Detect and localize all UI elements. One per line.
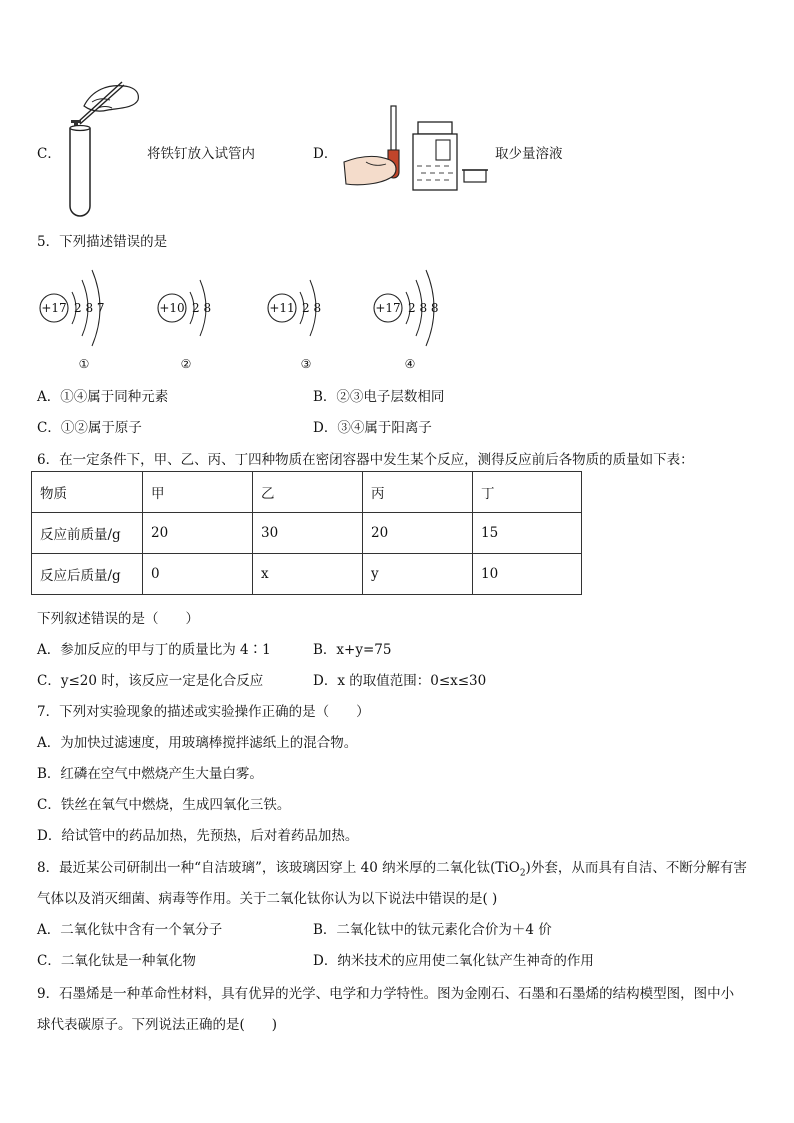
q5-option-d: D．③④属于阳离子 [313, 420, 432, 436]
table-row [32, 554, 582, 595]
q5-option-a: A．①④属于同种元素 [37, 389, 169, 405]
atom-4-nucleus: +17 [375, 301, 401, 315]
q8-stem-part1: 8．最近某公司研制出一种“自洁玻璃”，该玻璃因穿上 40 纳米厚的二氧化钛(TiO [37, 860, 520, 876]
atom-4-index: ④ [404, 357, 416, 371]
table-cell: 20 [143, 513, 253, 554]
atom-1-nucleus: +17 [41, 301, 67, 315]
test-tube-nail-illustration [62, 78, 142, 220]
table-cell: 10 [473, 554, 582, 595]
option-c-label: C． [37, 146, 61, 162]
q5-option-b: B．②③电子层数相同 [313, 389, 445, 405]
q7-option-c: C．铁丝在氧气中燃烧，生成四氧化三铁。 [37, 797, 291, 813]
atom-3-electrons: 2 8 [302, 301, 322, 315]
q9-stem-line2: 球代表碳原子。下列说法正确的是( ) [37, 1017, 278, 1033]
table-cell: 反应后质量/g [32, 554, 143, 595]
q6-question: 下列叙述错误的是（ ） [37, 611, 199, 627]
q7-stem: 7．下列对实验现象的描述或实验操作正确的是（ ） [37, 704, 370, 720]
q5-stem: 5．下列描述错误的是 [37, 234, 168, 250]
q6-option-d: D．x 的取值范围：0≤x≤30 [313, 673, 487, 689]
option-c-text: 将铁钉放入试管内 [147, 146, 255, 162]
dropper-bottle-illustration [340, 104, 492, 194]
q5-option-c: C．①②属于原子 [37, 420, 142, 436]
table-cell: 20 [363, 513, 473, 554]
q8-option-c: C．二氧化钛是一种氧化物 [37, 953, 196, 969]
option-d-text: 取少量溶液 [495, 146, 563, 162]
atom-diagram-3 [266, 260, 346, 371]
table-cell: 15 [473, 513, 582, 554]
q8-stem-part2: )外套，从而具有自洁、不断分解有害 [525, 860, 747, 876]
table-cell: 物质 [32, 472, 143, 513]
table-cell: 丁 [473, 472, 582, 513]
table-cell: 丙 [363, 472, 473, 513]
q8-stem-line1 [37, 856, 747, 879]
table-row [32, 513, 582, 554]
atom-3-index: ③ [300, 357, 312, 371]
q9-stem-line1: 9．石墨烯是一种革命性材料，具有优异的光学、电学和力学特性。图为金刚石、石墨和石墨烯的结构模型图，图中小 [37, 986, 735, 1002]
q6-option-b: B．x+y=75 [313, 642, 392, 658]
atom-2-nucleus: +10 [159, 301, 185, 315]
q6-option-a: A．参加反应的甲与丁的质量比为 4∶1 [37, 642, 271, 658]
table-header-row [32, 472, 582, 513]
q8-option-b: B．二氧化钛中的钛元素化合价为＋4 价 [313, 922, 552, 938]
table-cell: 甲 [143, 472, 253, 513]
atom-2-electrons: 2 8 [192, 301, 212, 315]
q8-option-d: D．纳米技术的应用使二氧化钛产生神奇的作用 [313, 953, 594, 969]
q6-stem: 6．在一定条件下，甲、乙、丙、丁四种物质在密闭容器中发生某个反应，测得反应前后各物质的质量如下表： [37, 452, 694, 468]
q7-option-b: B．红磷在空气中燃烧产生大量白雾。 [37, 766, 263, 782]
atom-1-electrons: 2 8 7 [74, 301, 105, 315]
q8-stem-line2: 气体以及消灭细菌、病毒等作用。关于二氧化钛你认为以下说法中错误的是( ) [37, 891, 498, 907]
atom-4-electrons: 2 8 8 [408, 301, 439, 315]
atom-diagram-4 [372, 260, 452, 371]
atom-2-index: ② [180, 357, 192, 371]
option-d-label: D． [313, 146, 338, 162]
q8-option-a: A．二氧化钛中含有一个氧分子 [37, 922, 223, 938]
table-cell: 0 [143, 554, 253, 595]
mass-table [31, 471, 582, 595]
table-cell: y [363, 554, 473, 595]
table-cell: 反应前质量/g [32, 513, 143, 554]
atom-diagram-1 [38, 260, 118, 371]
atom-1-index: ① [78, 357, 90, 371]
q8-stem-subscript: 2 [519, 868, 526, 879]
table-cell: x [253, 554, 363, 595]
atom-diagram-2 [156, 260, 236, 371]
q7-option-a: A．为加快过滤速度，用玻璃棒搅拌滤纸上的混合物。 [37, 735, 358, 751]
table-cell: 乙 [253, 472, 363, 513]
atom-3-nucleus: +11 [269, 301, 295, 315]
table-cell: 30 [253, 513, 363, 554]
q7-option-d: D．给试管中的药品加热，先预热，后对着药品加热。 [37, 828, 359, 844]
q6-option-c: C．y≤20 时，该反应一定是化合反应 [37, 673, 264, 689]
